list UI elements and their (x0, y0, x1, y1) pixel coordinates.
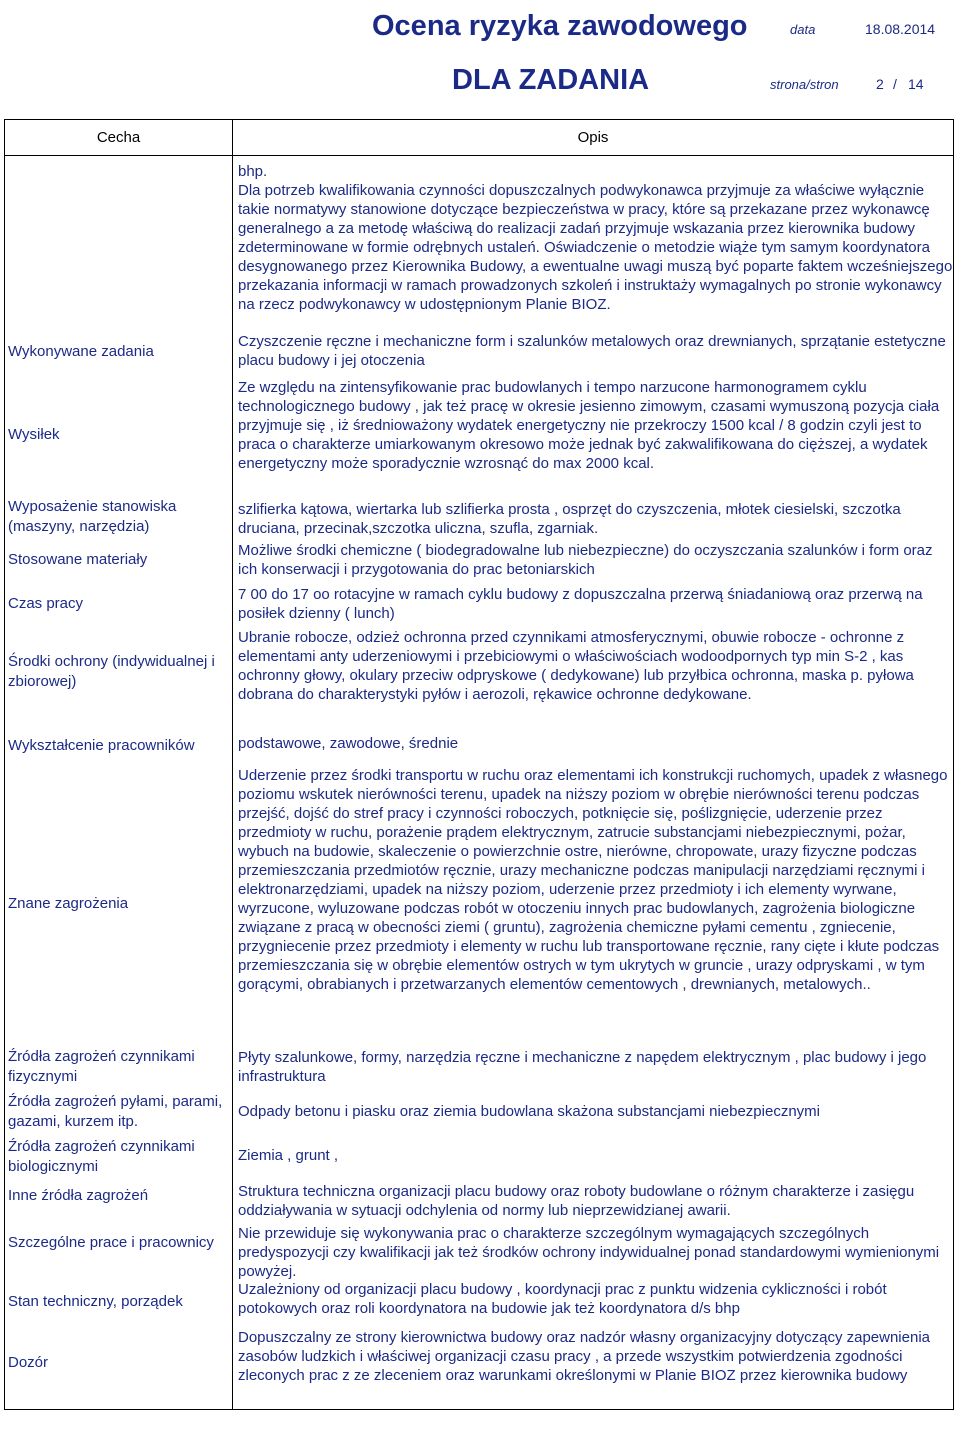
row-label: Wyposażenie stanowiska (maszyny, narzędzia) (8, 498, 177, 535)
description-column (233, 156, 953, 1409)
row-text: Dopuszczalny ze strony kierownictwa budowy oraz nadzór własny organizacyjny dotyczący zapewnienia zasobów ludzkich i właściwej organizacji czasu pracy , a przede wszystkim potwierdzenia zgodności zleconych prac z ze zleceniem oraz warunkami określonymi w Planie BIOZ przez kierownika budowy (238, 1329, 930, 1384)
row-label: Wysiłek (8, 426, 60, 443)
column-header-cecha: Cecha (5, 120, 233, 156)
row-label: Szczególne prace i pracownicy (8, 1234, 214, 1251)
page-current: 2 (876, 76, 884, 92)
row-label: Znane zagrożenia (8, 895, 129, 912)
row-label: Dozór (8, 1354, 49, 1371)
row-text: 7 00 do 17 oo rotacyjne w ramach cyklu budowy z dopuszczalna przerwą śniadaniową oraz przerwą na posiłek dzienny ( lunch) (238, 586, 923, 622)
row-label: Stan techniczny, porządek (8, 1293, 183, 1310)
document-subtitle: DLA ZADANIA (452, 64, 650, 96)
row-label: Wykonywane zadania (8, 343, 154, 360)
row-label: Inne źródła zagrożeń (8, 1187, 149, 1204)
row-text: szlifierka kątowa, wiertarka lub szlifierka prosta , osprzęt do czyszczenia, młotek ciesielski, szczotka druciana, przecinak,szczotka uliczna, szufla, zgarniak. (238, 501, 901, 537)
row-text: Ubranie robocze, odzież ochronna przed czynnikami atmosferycznymi, obuwie robocze - ochronne z elementami anty uderzeniowymi i przebiciowymi o właściwościach wodoodpornych typ min S-2 , kas ochronny głowy, okulary przeciw odpryskowe ( dedykowane) lub przyłbica ochronna, maska p. pyłowa dobrana do charakterystyki pyłów i aerozoli, rękawice ochronne dedykowane. (238, 629, 914, 703)
row-label: Wykształcenie pracowników (8, 737, 195, 754)
row-text: Uderzenie przez środki transportu w ruchu oraz elementami ich konstrukcji ruchomych, upadek z własnego poziomu wskutek nierówności terenu, upadek na niższy poziom w obrębie nierówności terenu podczas przejść, dojść do stref pracy i czynności roboczych, potknięcie się, poślizgnięcie, uderzenie przez przedmioty w ruchu, porażenie prądem elektrycznym, zatrucie substancjami niebezpiecznymi, pożar, wybuch na budowie, skaleczenie o powierzchnie ostre, nierówne, chropowate, urazy fizyczne podczas przemieszczania przedmiotów ręcznie, urazy mechaniczne podczas manipulacji narzędziami ręcznymi i elektronarzędziami, upadek na niższy poziom, uderzenie przez przedmioty i ich elementy wyrwane, wyrzucone, wyluzowane podczas robót w otoczeniu innych prac budowlanych, zagrożenia biologiczne związane z pracą w obecności ziemi ( gruntu), zagrożenia chemiczne pyłami cementu , zgniecenie, przygniecenie przez przedmioty i elementy w ruchu lub transportowane ręcznie, rany cięte i kłute podczas przemieszczania się w obrębie elementów ostrych w tym ukrytych w gruncie , urazy odpryskami , w tym gorącymi, obrabianych i przetwarzanych elementów cementowych , drewnianych, metalowych.. (238, 767, 948, 993)
page-label: strona/stron (770, 77, 839, 92)
row-text: Ziemia , grunt , (238, 1147, 339, 1164)
page-separator: / (893, 76, 897, 92)
intro-text: bhp. Dla potrzeb kwalifikowania czynności dopuszczalnych podwykonawca przyjmuje za właściwe wyłącznie takie normatywy stanowione dotyczące bezpieczeństwa w pracy, które są przekazane przez wykonawcę generalnego a za metodę właściwą do realizacji zadań przyjmuje wskazania przez kierownika budowy zdeterminowane w formie odrębnych ustaleń. Oświadczenie o metodzie wiąże tym samym koordynatora desygnowanego przez Kierownika Budowy, a ewentualne uwagi muszą być poparte faktem wcześniejszego przekazania informacji w ramach prowadzonych szkoleń i instruktaży wymagalnych po stronie wykonawcy na rzecz podwykonawcy w udostępnionym Planie BIOZ. (238, 163, 953, 313)
row-label: Źródła zagrożeń czynnikami fizycznymi (8, 1048, 195, 1085)
row-text: Czyszczenie ręczne i mechaniczne form i szalunków metalowych oraz drewnianych, sprzątanie estetyczne placu budowy i jej otoczenia (238, 333, 946, 369)
column-header-opis: Opis (233, 120, 953, 156)
row-text: Odpady betonu i piasku oraz ziemia budowlana skażona substancjami niebezpiecznymi (238, 1103, 820, 1120)
row-label: Źródła zagrożeń pyłami, parami, gazami, kurzem itp. (8, 1093, 223, 1130)
row-label: Stosowane materiały (8, 551, 148, 568)
label-column (5, 156, 233, 1409)
risk-table (4, 119, 954, 1410)
row-text: Nie przewiduje się wykonywania prac o charakterze szczególnym wymagających szczególnych predyspozycji czy kwalifikacji jak też środków ochrony indywidualnej ponad standardowymi wymienionymi powyżej. (238, 1225, 940, 1280)
date-label: data (790, 22, 816, 37)
row-label: Czas pracy (8, 595, 84, 612)
page-header (0, 0, 960, 110)
row-text: Płyty szalunkowe, formy, narzędzia ręczne i mechaniczne z napędem elektrycznym , plac budowy i jego infrastruktura (238, 1049, 927, 1085)
row-label: Środki ochrony (indywidualnej i zbiorowej) (8, 653, 215, 690)
row-text: Ze względu na zintensyfikowanie prac budowlanych i tempo narzucone harmonogramem cyklu technologicznego budowy , jak też pracę w okresie jesienno zimowym, czasami wymuszoną pozycja ciała przyjmuje się , iż średnioważony wydatek energetyczny nie przekroczy 1500 kcal / 8 godzin czyli jest to praca o charakterze umiarkowanym okresowo może jednak być zakwalifikowana do cięższej, a wydatek energetyczny może sporadycznie wzrosnąć do max 2000 kcal. (238, 379, 940, 472)
row-text: Możliwe środki chemiczne ( biodegradowalne lub niebezpieczne) do oczyszczania szalunków i form oraz ich konserwacji i przygotowania do prac betoniarskich (238, 542, 933, 578)
document-title: Ocena ryzyka zawodowego (372, 10, 748, 42)
page-total: 14 (908, 76, 924, 92)
row-text: Struktura techniczna organizacji placu budowy oraz roboty budowlane o różnym charakterze i zasięgu oddziaływania w sytuacji odchylenia od normy lub nieprzewidzianej awarii. (238, 1183, 915, 1219)
row-text: Uzależniony od organizacji placu budowy , koordynacji prac z punktu widzenia cykliczności i robót potokowych oraz roli koordynatora na budowie jak też koordynatora d/s bhp (238, 1281, 887, 1317)
row-label: Źródła zagrożeń czynnikami biologicznymi (8, 1138, 195, 1175)
row-text: podstawowe, zawodowe, średnie (238, 735, 459, 752)
date-value: 18.08.2014 (865, 21, 936, 37)
